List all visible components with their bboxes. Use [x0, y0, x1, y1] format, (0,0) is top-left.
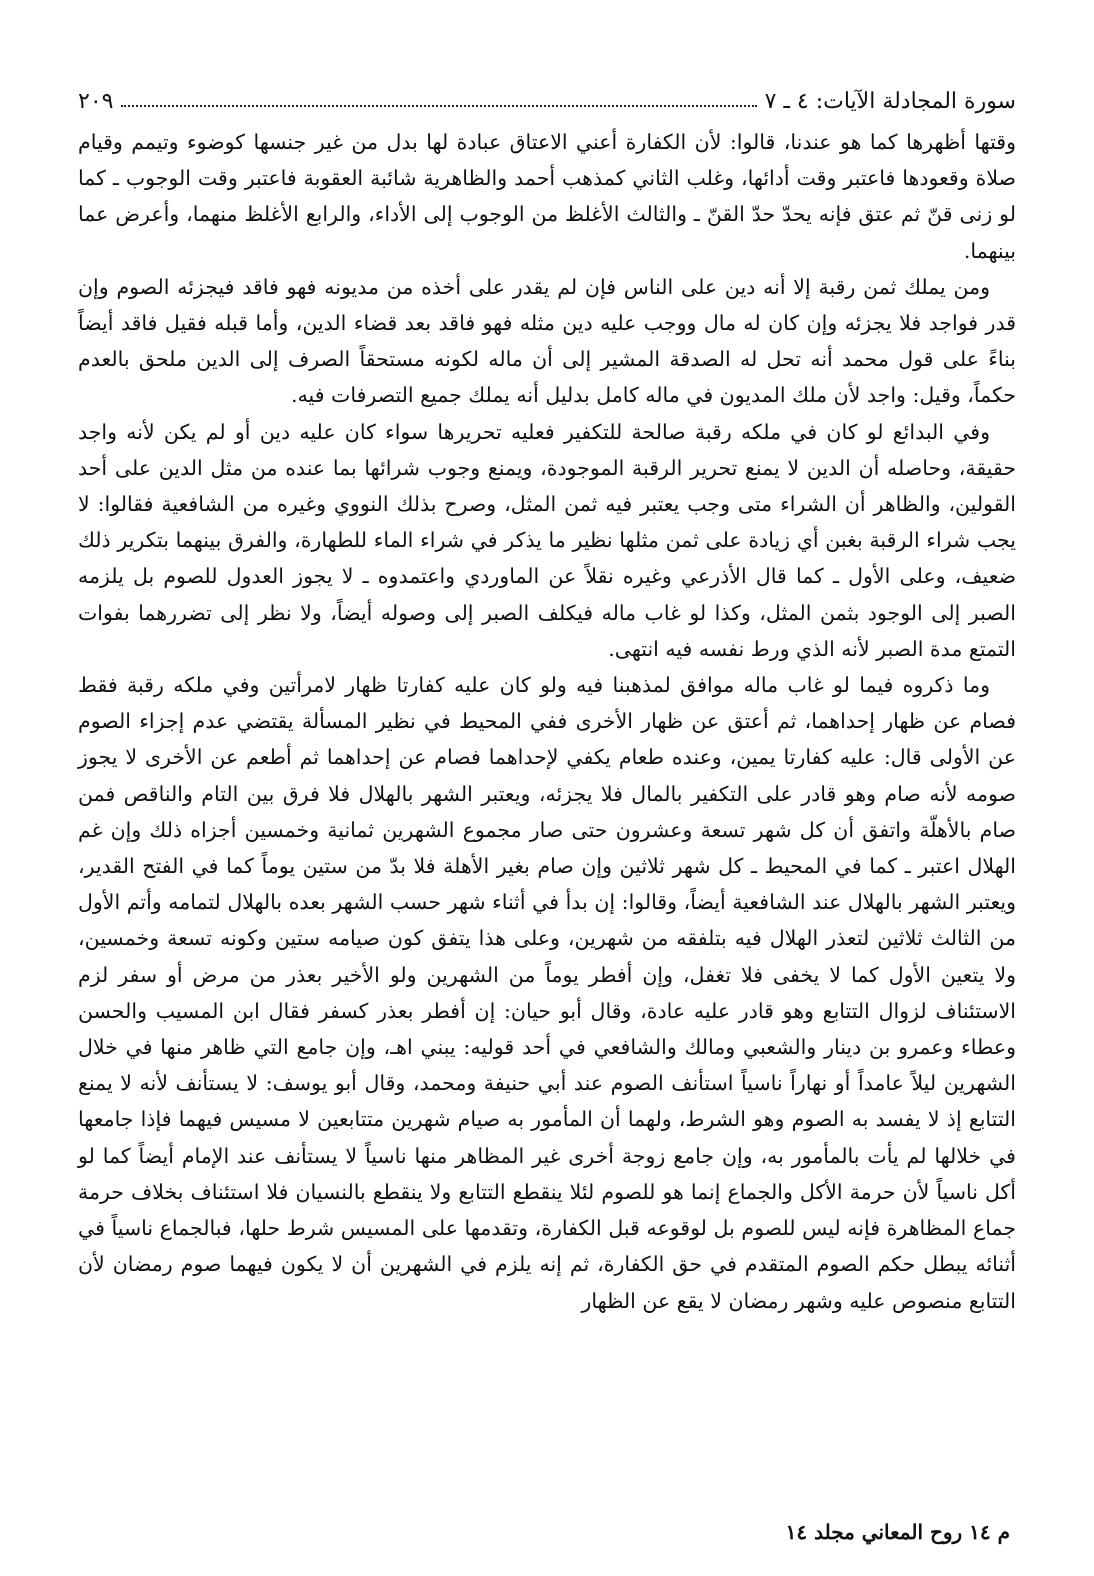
paragraph: وقتها أظهرها كما هو عندنا، قالوا: لأن الكفارة أعني الاعتاق عبادة لها بدل من غير جنسها كوضوء وتيمم وقيام صلاة وقعودها فاعتبر وقت أدائها، وغلب الثاني كمذهب أحمد والظاهرية شائبة العقوبة فاعتبر وقت الوجوب ـ كما لو زنى قنّ ثم عتق فإنه يحدّ حدّ القنّ ـ والثالث الأغلظ من الوجوب إلى الأداء، والرابع الأغلظ منهما، وأعرض عما بينهما. — [78, 130, 1016, 263]
page-number: ٢٠٩ — [78, 89, 114, 114]
paragraph: وفي البدائع لو كان في ملكه رقبة صالحة للتكفير فعليه تحريرها سواء كان عليه دين أو لم يكن لأنه واجد حقيقة، وحاصله أن الدين لا يمنع تحرير الرقبة الموجودة، ويمنع وجوب شرائها بما عنده من مثل الدين على أحد القولين، والظاهر أن الشراء متى وجب يعتبر فيه ثمن المثل، وصرح بذلك النووي وغيره من الشافعية فقالوا: لا يجب شراء الرقبة بغبن أي زيادة على ثمن مثلها نظير ما يذكر في شراء الماء للطهارة، والفرق بينهما بتكرير ذلك ضعيف، وعلى الأول ـ كما قال الأذرعي وغيره نقلاً عن الماوردي واعتمدوه ـ لا يجوز العدول للصوم بل يلزمه الصبر إلى الوجود بثمن المثل، وكذا لو غاب ماله فيكلف الصبر إلى وصوله أيضاً، ولا نظر إلى تضررهما بفوات التمتع مدة الصبر لأنه الذي ورط نفسه فيه انتهى. — [78, 419, 1016, 661]
running-title: سورة المجادلة الآيات: ٤ ـ ٧ — [764, 89, 1016, 114]
body-text — [78, 124, 1016, 1319]
printer-signature: م ١٤ روح المعاني مجلد ١٤ — [785, 1520, 1010, 1544]
paragraph: ومن يملك ثمن رقبة إلا أنه دين على الناس فإن لم يقدر على أخذه من مديونه فهو فاقد فيجزئه الصوم وإن قدر فواجد فلا يجزئه وإن كان له مال ووجب عليه دين مثله فهو فاقد بعد قضاء الدين، وأما قبله فقيل فاقد أيضاً بناءً على قول محمد أنه تحل له الصدقة المشير إلى أن ماله لكونه مستحقاً الصرف إلى الدين ملحق بالعدم حكماً، وقيل: واجد لأن ملك المديون في ماله كامل بدليل أنه يملك جميع التصرفات فيه. — [78, 274, 1016, 408]
paragraph: وما ذكروه فيما لو غاب ماله موافق لمذهبنا فيه ولو كان عليه كفارتا ظهار لامرأتين وفي ملكه رقبة فقط فصام عن ظهار إحداهما، ثم أعتق عن ظهار الأخرى ففي المحيط في نظير المسألة يقتضي عدم إجزاء الصوم عن الأولى قال: عليه كفارتا يمين، وعنده طعام يكفي لإحداهما فصام عن إحداهما ثم أطعم عن الأخرى لا يجوز صومه لأنه صام وهو قادر على التكفير بالمال فلا يجزئه، ويعتبر الشهر بالهلال فلا فرق بين التام والناقص فمن صام بالأهلّة واتفق أن كل شهر تسعة وعشرون حتى صار مجموع الشهرين ثمانية وخمسين أجزاه ذلك وإن غم الهلال اعتبر ـ كما في المحيط ـ كل شهر ثلاثين وإن صام بغير الأهلة فلا بدّ من ستين يوماً كما في الفتح القدير، ويعتبر الشهر بالهلال عند الشافعية أيضاً، وقالوا: إن بدأ في أثناء شهر حسب الشهر بعده بالهلال لتمامه وأتم الأول من الثالث ثلاثين لتعذر الهلال فيه بتلفقه من شهرين، وعلى هذا يتفق كون صيامه ستين وكونه تسعة وخمسين، ولا يتعين الأول كما لا يخفى فلا تغفل، وإن أفطر يوماً من الشهرين ولو الأخير بعذر من مرض أو سفر لزم الاستئناف لزوال التتابع وهو قادر عليه عادة، وقال أبو حيان: إن أفطر بعذر كسفر فقال ابن المسيب والحسن وعطاء وعمرو بن دينار والشعبي ومالك والشافعي في أحد قوليه: يبني اهـ، وإن جامع التي ظاهر منها في خلال الشهرين ليلاً عامداً أو نهاراً ناسياً استأنف الصوم عند أبي حنيفة ومحمد، وقال أبو يوسف: لا يستأنف لأنه لا يمنع التتابع إذ لا يفسد به الصوم وهو الشرط، ولهما أن المأمور به صيام شهرين متتابعين لا مسيس فيهما فإذا جامعها في خلالها لم يأت بالمأمور به، وإن جامع زوجة أخرى غير المظاهر منها ناسياً لا يستأنف عند الإمام أيضاً كما لو أكل ناسياً لأن حرمة الأكل والجماع إنما هو للصوم لئلا ينقطع التتابع ولا ينقطع بالنسيان فلا استئناف بخلاف حرمة جماع المظاهرة فإنه ليس للصوم بل لوقوعه قبل الكفارة، وتقدمها على المسيس شرط حلها، فبالجماع ناسياً في أثنائه يبطل حكم الصوم المتقدم في حق الكفارة، ثم إنه يلزم في الشهرين أن لا يكون فيهما صوم رمضان لأن التتابع منصوص عليه وشهر رمضان لا يقع عن الظهار — [78, 673, 1016, 1313]
page-header — [78, 74, 1016, 114]
dotted-leader — [121, 104, 756, 107]
